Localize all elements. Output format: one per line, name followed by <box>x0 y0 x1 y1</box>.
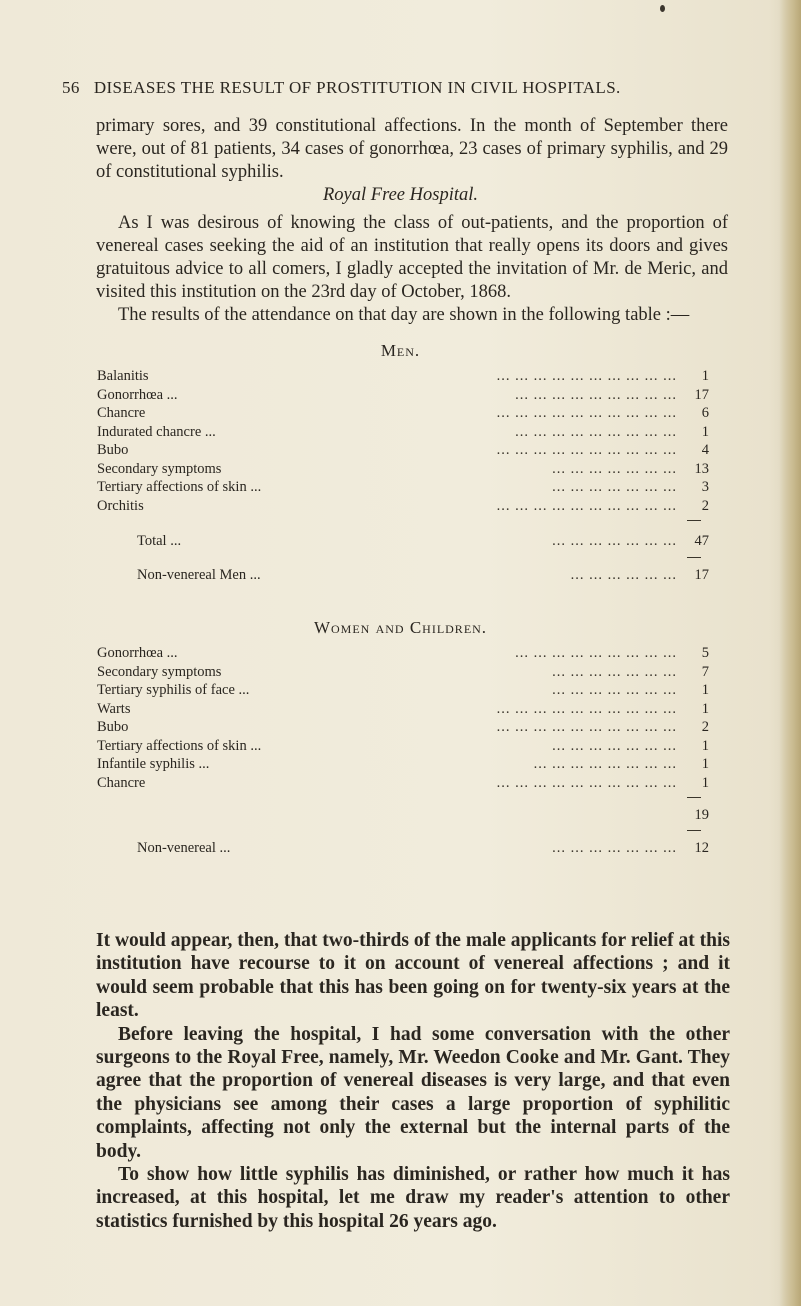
men-non-venereal-row: Non-venereal Men ... ... ... ... ... ... ... 17 <box>137 567 709 583</box>
table-row: Warts ... ... ... ... ... ... ... ... ... ... 1 <box>97 700 709 717</box>
sum-rule <box>687 830 701 831</box>
women-table-heading: Women and Children. <box>313 618 488 637</box>
ink-speck <box>660 5 665 12</box>
men-total-row: Total ... ... ... ... ... ... ... ... 47 <box>137 533 709 549</box>
section-heading: Royal Free Hospital. <box>323 185 478 205</box>
table-row: Tertiary syphilis of face ... ... ... ... ... ... ... ... 1 <box>97 682 709 698</box>
paragraph-1: As I was desirous of knowing the class of out-patients, and the proportion of venereal cases seeking the aid of an institution that really opens its doors and gives gratuitous advice to all comers, I gladly accepted the invitation of Mr. de Meric, and visited this institution on the 23rd day of October, 1868. <box>96 213 728 302</box>
page-number: 56 <box>62 78 80 97</box>
table-row: Chancre ... ... ... ... ... ... ... ... ... ... 6 <box>97 405 709 421</box>
intro-paragraph: primary sores, and 39 constitutional affections. In the month of September there were, out of 81 patients, 34 cases of gonorrhœa, 23 cases of primary syphilis, and 29 of constitutional syphilis. <box>96 116 728 182</box>
running-head <box>62 78 752 98</box>
paragraph-2: The results of the attendance on that day are shown in the following table :— <box>118 305 690 325</box>
table-row: Bubo ... ... ... ... ... ... ... ... ... ... 2 <box>97 719 709 735</box>
sum-rule <box>687 557 701 558</box>
body-paragraphs-top <box>96 212 728 327</box>
table-row: Infantile syphilis ... ... ... ... ... ... ... ... ... 1 <box>97 756 709 772</box>
sum-rule <box>687 520 701 521</box>
table-row: Gonorrhœa ... ... ... ... ... ... ... ... ... ... 17 <box>97 386 709 403</box>
table-row: Indurated chancre ... ... ... ... ... ... ... ... ... ... 1 <box>97 423 709 440</box>
table-row: Gonorrhœa ... ... ... ... ... ... ... ... ... ... 5 <box>97 645 709 661</box>
table-row: Balanitis ... ... ... ... ... ... ... ... ... ... 1 <box>97 368 709 384</box>
paragraph-4: Before leaving the hospital, I had some conversation with the other surgeons to the Royal Free, namely, Mr. Weedon Cooke and Mr. Gant. They agree that the proportion of venereal diseases is very large, and that even the physicians see among their cases a large proportion of syphilitic complaints, affecting not only the external but the internal parts of the body. <box>96 1023 730 1162</box>
women-table <box>97 644 709 792</box>
table-row: Chancre ... ... ... ... ... ... ... ... ... ... 1 <box>97 774 709 791</box>
body-paragraphs-bottom <box>96 929 730 1233</box>
paragraph-5: To show how little syphilis has diminished, or rather how much it has increased, at this hospital, let me draw my reader's attention to other statistics furnished by this hospital 26 years ago. <box>96 1164 730 1232</box>
table-row: Tertiary affections of skin ... ... ... ... ... ... ... ... 3 <box>97 479 709 495</box>
paragraph-3: It would appear, then, that two-thirds of the male applicants for relief at this institution have recourse to it on account of venereal affections ; and it would seem probable that this has been going on for twenty-six years at the least. <box>96 930 730 1022</box>
men-table-heading: Men. <box>380 341 421 360</box>
table-row: Secondary symptoms ... ... ... ... ... ... ... 13 <box>97 460 709 477</box>
running-title: DISEASES THE RESULT OF PROSTITUTION IN CIVIL HOSPITALS. <box>93 78 621 97</box>
table-row: Secondary symptoms ... ... ... ... ... ... ... 7 <box>97 663 709 680</box>
table-row: Bubo ... ... ... ... ... ... ... ... ... ... 4 <box>97 442 709 458</box>
women-total-row: 19 <box>694 807 709 823</box>
women-non-venereal-row: Non-venereal ... ... ... ... ... ... ... ... 12 <box>137 840 709 856</box>
table-row: Orchitis ... ... ... ... ... ... ... ... ... ... 2 <box>97 497 709 514</box>
sum-rule <box>687 797 701 798</box>
men-table <box>97 367 709 515</box>
table-row: Tertiary affections of skin ... ... ... ... ... ... ... ... 1 <box>97 737 709 754</box>
